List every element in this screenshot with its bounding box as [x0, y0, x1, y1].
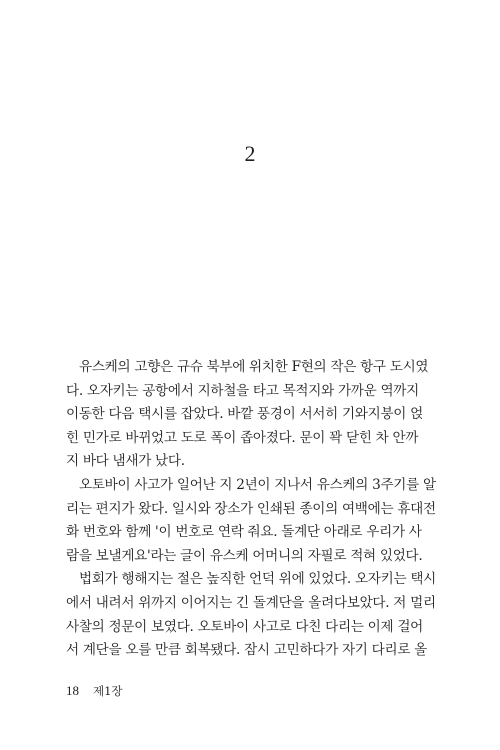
text-line: 지 바다 냄새가 났다.: [66, 453, 185, 470]
text-line: 오토바이 사고가 일어난 지 2년이 지나서 유스케의 3주기를 알: [79, 476, 436, 493]
text-line: 람을 보낼게요'라는 글이 유스케 어머니의 자필로 적혀 있었다.: [66, 547, 423, 564]
text-line: 다. 오자키는 공항에서 지하철을 타고 목적지와 가까운 역까지: [66, 382, 419, 399]
text-line: 화 번호와 함께 '이 번호로 연락 줘요. 돌계단 아래로 우리가 사: [66, 524, 422, 541]
text-line: 에서 내려서 위까지 이어지는 긴 돌계단을 올려다보았다. 저 멀리: [66, 594, 436, 611]
text-line: 사찰의 정문이 보였다. 오토바이 사고로 다친 다리는 이제 걸어: [66, 618, 423, 635]
page-footer: [66, 683, 123, 699]
text-line: 서 계단을 오를 만큼 회복됐다. 잠시 고민하다가 자기 다리로 올: [66, 642, 427, 659]
page-number: 18: [66, 683, 79, 698]
chapter-label: 제1장: [92, 684, 123, 698]
text-line: 유스케의 고향은 규슈 북부에 위치한 F현의 작은 항구 도시였: [79, 359, 429, 375]
chapter-number: 2: [244, 141, 256, 166]
text-line: 리는 편지가 왔다. 일시와 장소가 인쇄된 종이의 여백에는 휴대전: [66, 500, 436, 517]
text-line: 법회가 행해지는 절은 높직한 언덕 위에 있었다. 오자키는 택시: [79, 571, 436, 588]
text-line: 이동한 다음 택시를 잡았다. 바깥 풍경이 서서히 기와지붕이 얹: [66, 406, 423, 423]
body-text: [66, 356, 436, 663]
text-line: 힌 민가로 바뀌었고 도로 폭이 좁아졌다. 문이 꽉 닫힌 차 안까: [66, 429, 419, 446]
